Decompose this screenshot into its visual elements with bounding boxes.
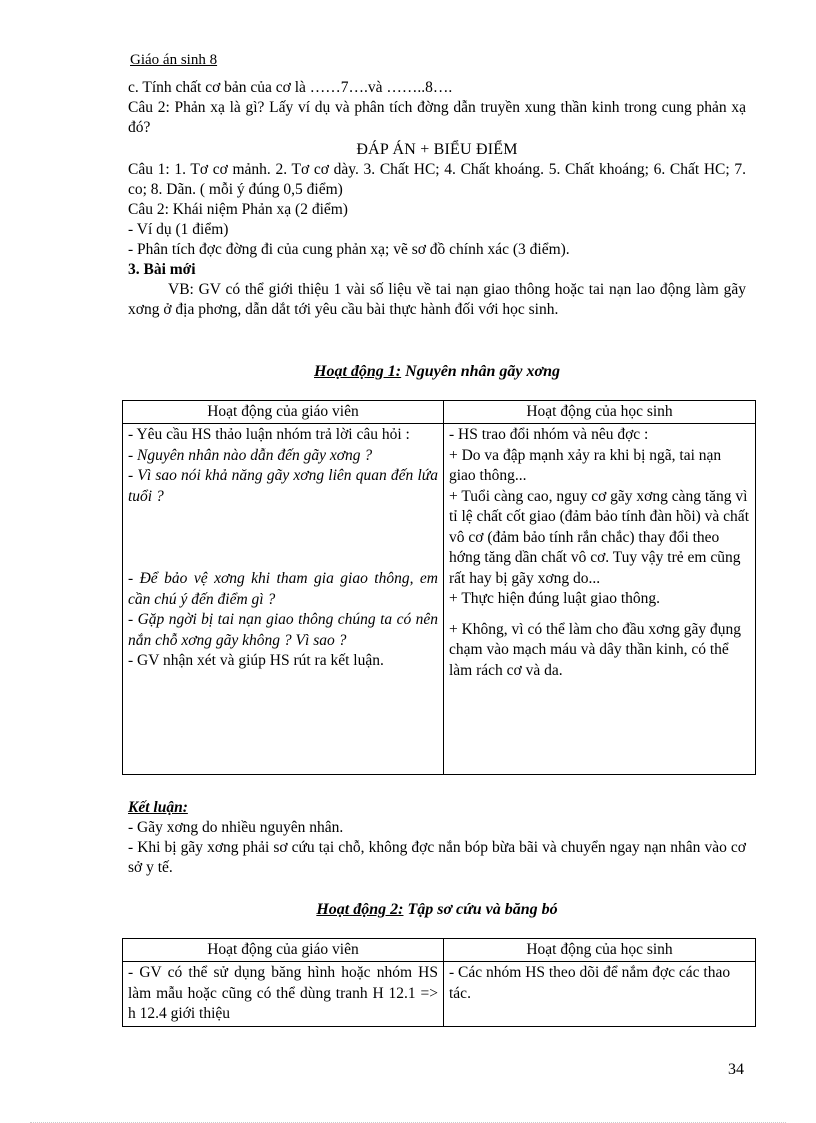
header-title: Giáo án sinh 8 [130, 52, 218, 68]
question-c-line: c. Tính chất cơ bản của cơ là ……7….và ……..8…. [128, 79, 453, 96]
student-item: + Thực hiện đúng luật giao thông. [449, 590, 661, 607]
student-item: + Không, vì có thể làm cho đầu xơng gãy đụng chạm vào mạch máu và dây thần kinh, có thể làm rách cơ và da. [449, 620, 742, 679]
activity-2-name: Tập sơ cứu và băng bó [403, 901, 558, 918]
student-cell [444, 424, 756, 775]
table-row [123, 424, 756, 775]
answer-1: Câu 1: 1. Tơ cơ mảnh. 2. Tơ cơ dày. 3. Chất HC; 4. Chất khoáng. 5. Chất khoáng; 6. Chất HC; 7. co; 8. Dãn. ( mỗi ý đúng 0,5 điểm) [128, 161, 746, 198]
teacher-item: - GV có thể sử dụng băng hình hoặc nhóm HS làm mẫu hoặc cũng có thể dùng tranh H 12.1 => h 12.4 giới thiệu [128, 964, 438, 1022]
teacher-item: - Nguyên nhân nào dẫn đến gãy xơng ? [128, 446, 373, 464]
student-column-header: Hoạt động của học sinh [444, 401, 756, 424]
intro-paragraph: VB: GV có thể giới thiệu 1 vài số liệu về tai nạn giao thông hoặc tai nạn lao động làm gãy xơng ở địa phơng, dẫn dắt tới yêu cầu bài thực hành đối với học sinh. [128, 281, 746, 318]
question-2: Câu 2: Phản xạ là gì? Lấy ví dụ và phân tích đờng dẫn truyền xung thần kinh trong cung phản xạ đó? [128, 99, 746, 136]
page-number: 34 [728, 1061, 744, 1078]
table-header-row [123, 401, 756, 424]
section-heading: 3. Bài mới [128, 261, 196, 278]
activity-1-label: Hoạt động 1: [314, 363, 402, 380]
teacher-cell [123, 424, 444, 775]
activity-1-table [122, 400, 756, 775]
conclusion-line: - Gãy xơng do nhiều nguyên nhân. [128, 819, 344, 836]
conclusion-line: - Khi bị gãy xơng phải sơ cứu tại chỗ, không đợc nắn bóp bừa bãi và chuyển ngay nạn nhân vào cơ sở y tế. [128, 839, 746, 876]
activity-1-title [128, 362, 746, 382]
student-item: + Do va đập mạnh xảy ra khi bị ngã, tai nạn giao thông... [449, 446, 722, 484]
teacher-item: - Để bảo vệ xơng khi tham gia giao thông, em cần chú ý đến điểm gì ? [128, 570, 438, 608]
page-header [130, 50, 217, 70]
teacher-item: - Gặp ngời bị tai nạn giao thông chúng ta có nên nắn chỗ xơng gãy không ? Vì sao ? [128, 611, 438, 649]
activity-1-name: Nguyên nhân gãy xơng [401, 363, 560, 380]
table-row [123, 962, 756, 1027]
answer-2: Câu 2: Khái niệm Phản xạ (2 điểm) [128, 201, 348, 218]
student-cell [444, 962, 756, 1027]
answer-analysis: - Phân tích đợc đờng đi của cung phản xạ; vẽ sơ đồ chính xác (3 điểm). [128, 241, 570, 258]
teacher-item: - Yêu cầu HS thảo luận nhóm trả lời câu hỏi : [128, 426, 410, 443]
student-column-header: Hoạt động của học sinh [444, 939, 756, 962]
table-header-row [123, 939, 756, 962]
activity-2-title [128, 900, 746, 920]
conclusion-title: Kết luận: [128, 799, 188, 816]
teacher-item: - Vì sao nói khả năng gãy xơng liên quan đến lứa tuổi ? [128, 467, 438, 505]
answer-example: - Ví dụ (1 điểm) [128, 221, 229, 238]
student-item: - HS trao đổi nhóm và nêu đợc : [449, 426, 649, 443]
answer-key-title: ĐÁP ÁN + BIỂU ĐIỂM [356, 141, 518, 158]
activity-2-label: Hoạt động 2: [316, 901, 404, 918]
conclusion-block [128, 798, 746, 878]
activity-2-table [122, 938, 756, 1027]
teacher-cell [123, 962, 444, 1027]
teacher-item: - GV nhận xét và giúp HS rút ra kết luận. [128, 652, 384, 669]
student-item: - Các nhóm HS theo dõi để nắm đợc các thao tác. [449, 964, 731, 1002]
teacher-column-header: Hoạt động của giáo viên [123, 939, 444, 962]
intro-block [128, 78, 746, 320]
teacher-column-header: Hoạt động của giáo viên [123, 401, 444, 424]
student-item: + Tuổi càng cao, nguy cơ gãy xơng càng tăng vì tỉ lệ chất cốt giao (đảm bảo tính đàn hồi) và chất vô cơ (đảm bảo tính rắn chắc) thay đổi theo hớng tăng dần chất vô cơ. Tuy vậy trẻ em cũng rất hay bị gãy xơng do... [449, 487, 749, 587]
